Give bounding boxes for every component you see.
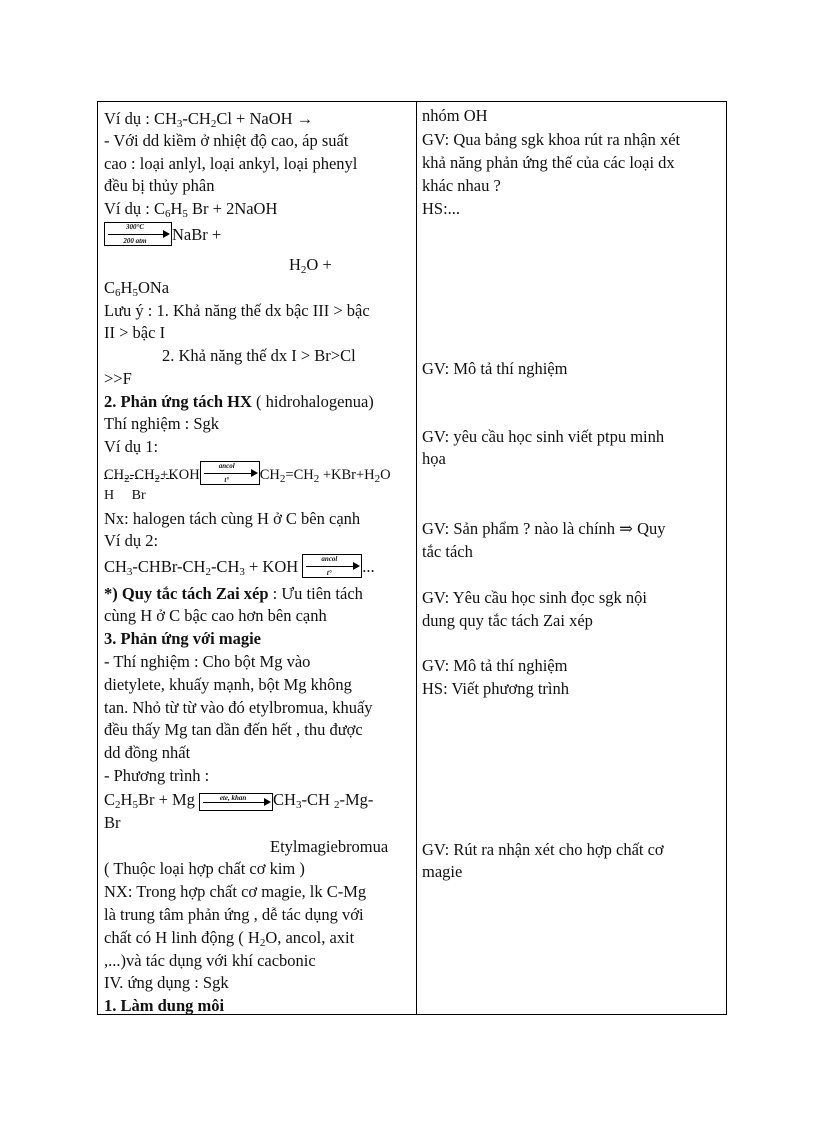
text-line: Thí nghiệm : Sgk xyxy=(104,414,220,433)
example-label: Ví dụ 1: xyxy=(104,437,159,456)
text-line: đều bị thủy phân xyxy=(104,176,215,195)
text-line: - Thí nghiệm : Cho bột Mg vào xyxy=(104,652,311,671)
activity-column xyxy=(422,102,722,1014)
activity-line: HS: Viết phương trình xyxy=(422,679,570,698)
activity-line: nhóm OH xyxy=(422,106,488,125)
reaction-arrow: 300°C 200 atm xyxy=(104,222,172,246)
text-line: dietylete, khuấy mạnh, bột Mg không xyxy=(104,675,352,694)
example-phenyl-line: Ví dụ : $C_6H_5$ Br + 2NaOH xyxy=(104,199,278,220)
activity-line: HS:... xyxy=(422,199,461,218)
reaction-arrow: ancol t° xyxy=(302,554,362,578)
activity-line: GV: Rút ra nhận xét cho hợp chất cơ xyxy=(422,840,664,859)
text-line: cao : loại anlyl, loại ankyl, loại phenyl xyxy=(104,154,358,173)
grignard-equation: $C_2H_5Br + Mg$ ete, khan $CH_3-CH$ $_2$-Mg- xyxy=(104,790,374,811)
text-line: cùng H ở C bậc cao hơn bên cạnh xyxy=(104,606,327,625)
text-line: ,...)và tác dụng với khí cacbonic xyxy=(104,951,316,970)
example-naoh-line: Ví dụ : $CH_3-CH_2Cl$ + NaOH → xyxy=(104,109,314,130)
activity-line: GV: Sản phẩm ? nào là chính ⇒ Quy xyxy=(422,519,666,538)
text-line: Br xyxy=(104,813,121,832)
column-divider xyxy=(416,102,417,1014)
subsection-heading-solvent: 1. Làm dung môi xyxy=(104,996,225,1015)
example-2-equation: $CH_3-CHBr-CH_2-CH_3$ + KOH ancol t° ... xyxy=(104,555,375,578)
activity-line: khả năng phản ứng thế của các loại dx xyxy=(422,153,675,172)
content-column xyxy=(104,102,410,1014)
text-line: - Phương trình : xyxy=(104,766,210,785)
zaitsev-rule-line: *) Quy tắc tách Zai xép : Ưu tiên tách xyxy=(104,584,363,603)
text-line: đều thấy Mg tan dần đến hết , thu được xyxy=(104,720,363,739)
note-line: II > bậc I xyxy=(104,323,166,342)
activity-line: GV: Mô tả thí nghiệm xyxy=(422,359,568,378)
note-line: Lưu ý : 1. Khả năng thế dx bậc III > bậc xyxy=(104,301,370,320)
activity-line: dung quy tắc tách Zai xép xyxy=(422,611,593,630)
text-line: tan. Nhỏ từ từ vào đó etylbromua, khuấy xyxy=(104,698,373,717)
text-line: dd đồng nhất xyxy=(104,743,191,762)
note-line: >>F xyxy=(104,369,132,388)
reaction-arrow-line: 300°C 200 atm NaBr + xyxy=(104,222,221,246)
product-phenolate: $C_6H_5ONa$ xyxy=(104,278,170,299)
activity-line: họa xyxy=(422,449,446,468)
text-line: - Với dd kiềm ở nhiệt độ cao, áp suất xyxy=(104,131,349,150)
activity-line: tắc tách xyxy=(422,542,473,561)
text-line: là trung tâm phản ứng , dễ tác dụng với xyxy=(104,905,364,924)
activity-line: GV: yêu cầu học sinh viết ptpu minh xyxy=(422,427,665,446)
example-1-equation: $CH_2-CH_2+KOH$ ancol t° $CH_2=CH_2 +KBr+H_2O$ xyxy=(104,462,391,485)
activity-line: GV: Yêu cầu học sinh đọc sgk nội xyxy=(422,588,647,607)
text-line: chất có H linh động ( $H_2O$, ancol, axit xyxy=(104,928,355,949)
section-heading-applications: IV. ứng dụng : Sgk xyxy=(104,973,229,992)
activity-line: khác nhau ? xyxy=(422,176,501,195)
note-line: 2. Khả năng thế dx I > Br>Cl xyxy=(162,346,356,365)
substituent-labels: H Br xyxy=(104,488,146,503)
text-line: Nx: halogen tách cùng H ở C bên cạnh xyxy=(104,509,361,528)
example-label: Ví dụ 2: xyxy=(104,531,159,550)
bond-dashes xyxy=(104,478,174,479)
text-line: ( Thuộc loại hợp chất cơ kim ) xyxy=(104,859,305,878)
activity-line: magie xyxy=(422,862,463,881)
lesson-table xyxy=(97,101,727,1015)
reaction-arrow: ete, khan xyxy=(199,793,273,811)
activity-line: GV: Mô tả thí nghiệm xyxy=(422,656,568,675)
section-heading-magnesium: 3. Phản ứng với magie xyxy=(104,629,262,648)
product-name: Etylmagiebromua xyxy=(270,837,389,856)
reaction-arrow: ancol t° xyxy=(200,461,260,485)
section-heading-elimination: 2. Phản ứng tách HX ( hidrohalogenua) xyxy=(104,392,374,411)
activity-line: GV: Qua bảng sgk khoa rút ra nhận xét xyxy=(422,130,681,149)
text-line: NX: Trong hợp chất cơ magie, lk C-Mg xyxy=(104,882,367,901)
product-water: $H_2O$ + xyxy=(289,255,332,276)
